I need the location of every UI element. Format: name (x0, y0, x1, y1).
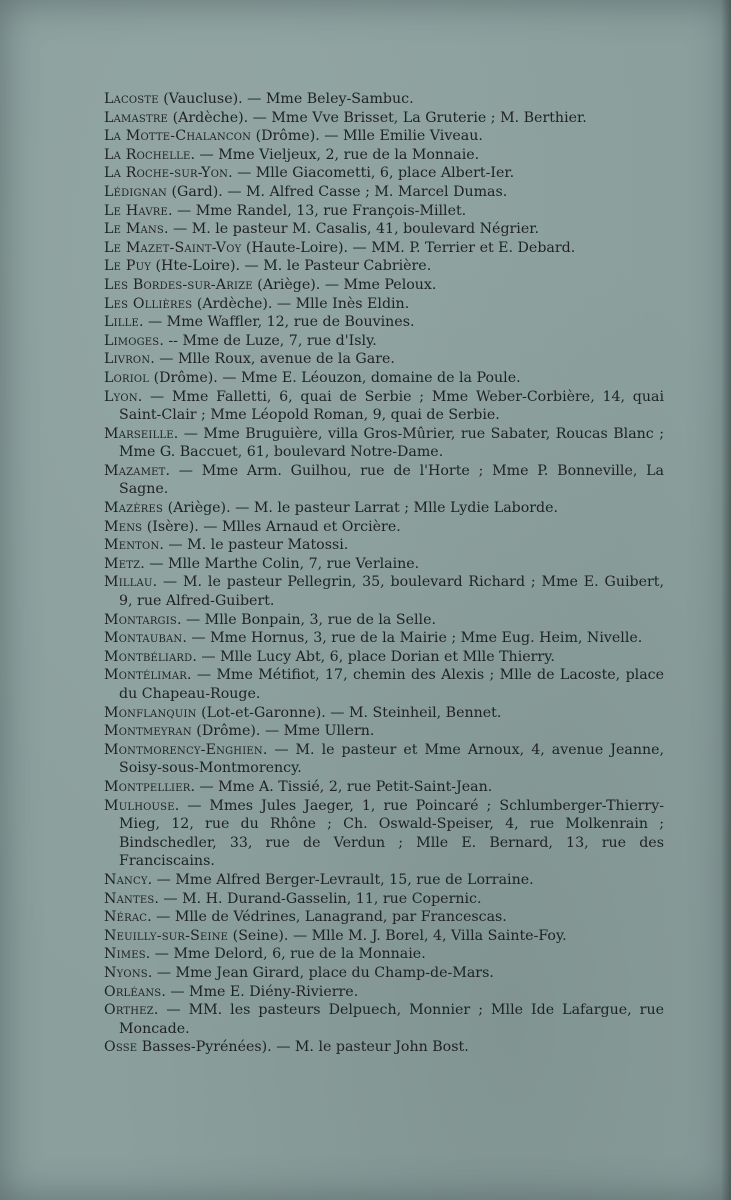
directory-entry (104, 666, 664, 703)
directory-entry (104, 146, 664, 165)
entry-contacts: . — Mmes Jules Jaeger, 1, rue Poincaré ; Schlumberger-Thierry-Mieg, 12, rue du Rhône ; Ch. Oswald-Speiser, 4, rue Molkenrain ; Bindschedler, 33, rue de Verdun ; Mlle E. Bernard, 13, rue des Franciscains. (119, 797, 664, 870)
entry-place-name: Monflanquin (104, 704, 197, 721)
entry-contacts: . — Mlle Marthe Colin, 7, rue Verlaine. (140, 555, 420, 572)
entry-contacts: . — Mme Alfred Berger-Levrault, 15, rue de Lorraine. (147, 871, 534, 888)
directory-entry (104, 964, 664, 983)
directory-entry (104, 220, 664, 239)
directory-entry (104, 871, 664, 890)
entry-place-name: Les Bordes-sur-Arize (104, 276, 253, 293)
entry-contacts: . — Mme Jean Girard, place du Champ-de-Mars. (147, 964, 494, 981)
directory-entry (104, 1038, 664, 1057)
directory-entry (104, 313, 664, 332)
entry-place-name: Loriol (104, 369, 150, 386)
directory-entry (104, 555, 664, 574)
entry-contacts: . — Mme Métifiot, 17, chemin des Alexis ; Mlle de Lacoste, place du Chapeau-Rouge. (119, 667, 664, 702)
entry-place-name: Nyons (104, 964, 148, 981)
directory-entry (104, 388, 664, 425)
entry-contacts: Basses-Pyrénées). — M. le pasteur John Bost. (137, 1039, 469, 1056)
entry-place-name: Montélimar (104, 667, 188, 684)
entry-contacts: (Drôme). — Mme E. Léouzon, domaine de la Poule. (149, 369, 521, 386)
entry-contacts: (Ardèche). — Mme Vve Brisset, La Gruterie ; M. Berthier. (168, 109, 587, 126)
directory-entry (104, 499, 664, 518)
entry-contacts: . — Mme A. Tissié, 2, rue Petit-Saint-Jean. (190, 778, 493, 795)
entry-place-name: Montauban (104, 630, 183, 647)
entry-place-name: Les Ollières (104, 295, 193, 312)
directory-entry (104, 202, 664, 221)
directory-entry (104, 611, 664, 630)
entry-place-name: Le Mazet-Saint-Voy (104, 239, 242, 256)
entry-place-name: Mulhouse (104, 797, 175, 814)
directory-entry (104, 797, 664, 871)
entry-place-name: Nantes (104, 890, 155, 907)
entry-place-name: Lamastre (104, 109, 169, 126)
entry-place-name: Le Havre (104, 202, 168, 219)
entry-contacts: . — Mme Waffler, 12, rue de Bouvines. (138, 314, 415, 331)
entry-place-name: La Motte-Chalancon (104, 128, 252, 145)
entry-contacts: (Drôme). — Mlle Emilie Viveau. (251, 128, 483, 145)
entry-place-name: Limoges (104, 332, 160, 349)
entry-place-name: Nancy (104, 871, 148, 888)
page-spine-shadow (721, 0, 731, 1200)
entry-place-name: Le Puy (104, 258, 152, 275)
entry-contacts: (Lot-et-Garonne). — M. Steinheil, Bennet. (196, 704, 502, 721)
entry-place-name: Neuilly-sur-Seine (104, 927, 229, 944)
entry-contacts: (Ariège). — M. le pasteur Larrat ; Mlle Lydie Laborde. (163, 500, 559, 517)
directory-entry (104, 276, 664, 295)
directory-entry (104, 722, 664, 741)
entry-place-name: Nimes (104, 946, 146, 963)
entry-place-name: Lacoste (104, 91, 159, 107)
directory-entry (104, 704, 664, 723)
entry-contacts: . — Mme Vieljeux, 2, rue de la Monnaie. (190, 146, 480, 163)
entry-place-name: Montpellier (104, 778, 191, 795)
entry-contacts: . — M. le pasteur M. Casalis, 41, boulevard Négrier. (163, 221, 539, 238)
entry-place-name: La Roche-sur-Yon (104, 165, 229, 182)
directory-entry (104, 239, 664, 258)
entry-place-name: Lédignan (104, 183, 167, 200)
entry-place-name: Montmorency-Enghien (104, 741, 263, 758)
entry-contacts: (Seine). — Mlle M. J. Borel, 4, Villa Sainte-Foy. (228, 927, 567, 944)
entry-contacts: (Vaucluse). — Mme Beley-Sambuc. (158, 91, 414, 107)
entry-contacts: . -- Mme de Luze, 7, rue d'Isly. (159, 332, 377, 349)
entry-contacts: . — Mme Hornus, 3, rue de la Mairie ; Mme Eug. Heim, Nivelle. (182, 630, 643, 647)
directory-entry (104, 295, 664, 314)
entry-place-name: Montmeyran (104, 723, 192, 740)
entry-contacts: . — Mlle Giacometti, 6, place Albert-Ier. (228, 165, 515, 182)
entry-contacts: . — Mme Bruguière, villa Gros-Mûrier, rue Sabater, Roucas Blanc ; Mme G. Baccuet, 61, boulevard Notre-Dame. (119, 425, 664, 461)
entry-place-name: Mazamet (104, 462, 166, 479)
directory-entry (104, 573, 664, 610)
entry-contacts: . — Mme Randel, 13, rue François-Millet. (167, 202, 467, 219)
entry-contacts: . — M. le pasteur Pellegrin, 35, boulevard Richard ; Mme E. Guibert, 9, rue Alfred-Guibert. (119, 574, 664, 610)
directory-entry (104, 927, 664, 946)
entry-place-name: Mazères (104, 500, 164, 517)
entry-contacts: . — Mme Delord, 6, rue de la Monnaie. (145, 946, 426, 963)
entry-place-name: Le Mans (104, 221, 164, 238)
directory-entry (104, 164, 664, 183)
entry-contacts: (Haute-Loire). — MM. P. Terrier et E. Debard. (241, 239, 576, 256)
directory-entry (104, 109, 664, 128)
directory-entry (104, 90, 664, 109)
entry-place-name: Mens (104, 518, 143, 535)
directory-entry (104, 890, 664, 909)
entry-place-name: Lille (104, 314, 139, 331)
directory-entry (104, 257, 664, 276)
directory-entry (104, 183, 664, 202)
directory-entry (104, 648, 664, 667)
entry-place-name: Menton (104, 537, 160, 554)
directory-entry (104, 983, 664, 1002)
entry-contacts: . — M. le pasteur et Mme Arnoux, 4, avenue Jeanne, Soisy-sous-Montmorency. (119, 741, 664, 777)
directory-entry (104, 462, 664, 499)
directory-entry (104, 629, 664, 648)
entry-contacts: . — Mlle Lucy Abt, 6, place Dorian et Mlle Thierry. (192, 648, 555, 665)
entry-place-name: La Rochelle (104, 146, 191, 163)
entry-contacts: . — Mme E. Diény-Rivierre. (161, 983, 359, 1000)
entry-place-name: Lyon (104, 388, 138, 405)
entry-contacts: . — Mme Arm. Guilhou, rue de l'Horte ; Mme P. Bonneville, La Sagne. (119, 462, 664, 498)
directory-entry (104, 1001, 664, 1038)
directory-list (104, 90, 664, 1057)
entry-contacts: . — MM. les pasteurs Delpuech, Monnier ; Mlle Ide Lafargue, rue Moncade. (119, 1002, 664, 1037)
directory-entry (104, 127, 664, 146)
entry-contacts: . — Mlle Bonpain, 3, rue de la Selle. (176, 611, 436, 628)
entry-contacts: (Ariège). — Mme Peloux. (252, 276, 437, 293)
directory-entry (104, 369, 664, 388)
entry-place-name: Montbéliard (104, 648, 193, 665)
directory-entry (104, 741, 664, 778)
entry-contacts: (Isère). — Mlles Arnaud et Orcière. (142, 518, 401, 535)
entry-place-name: Livron (104, 351, 151, 368)
entry-contacts: . — Mme Falletti, 6, quai de Serbie ; Mme Weber-Corbière, 14, quai Saint-Clair ; Mme Léopold Roman, 9, quai de Serbie. (119, 388, 664, 424)
entry-place-name: Montargis (104, 611, 177, 628)
directory-entry (104, 332, 664, 351)
entry-place-name: Orthez (104, 1002, 154, 1019)
entry-contacts: (Drôme). — Mme Ullern. (191, 723, 375, 740)
entry-place-name: Marseille (104, 425, 174, 442)
entry-contacts: (Hte-Loire). — M. le Pasteur Cabrière. (151, 258, 432, 275)
entry-place-name: Osse (104, 1039, 138, 1056)
entry-contacts: . — M. le pasteur Matossi. (159, 537, 349, 554)
directory-entry (104, 778, 664, 797)
entry-place-name: Nérac (104, 909, 148, 926)
entry-place-name: Orléans (104, 983, 162, 1000)
entry-contacts: . — M. H. Durand-Gasselin, 11, rue Copernic. (154, 890, 482, 907)
entry-contacts: . — Mlle Roux, avenue de la Gare. (150, 351, 395, 368)
directory-entry (104, 518, 664, 537)
entry-place-name: Metz (104, 555, 141, 572)
entry-contacts: . — Mlle de Védrines, Lanagrand, par Francescas. (147, 909, 507, 926)
entry-place-name: Millau (104, 574, 153, 591)
entry-contacts: (Ardèche). — Mlle Inès Eldin. (192, 295, 410, 312)
directory-entry (104, 425, 664, 462)
directory-entry (104, 945, 664, 964)
directory-entry (104, 908, 664, 927)
entry-contacts: (Gard). — M. Alfred Casse ; M. Marcel Dumas. (167, 183, 508, 200)
directory-entry (104, 350, 664, 369)
directory-entry (104, 536, 664, 555)
